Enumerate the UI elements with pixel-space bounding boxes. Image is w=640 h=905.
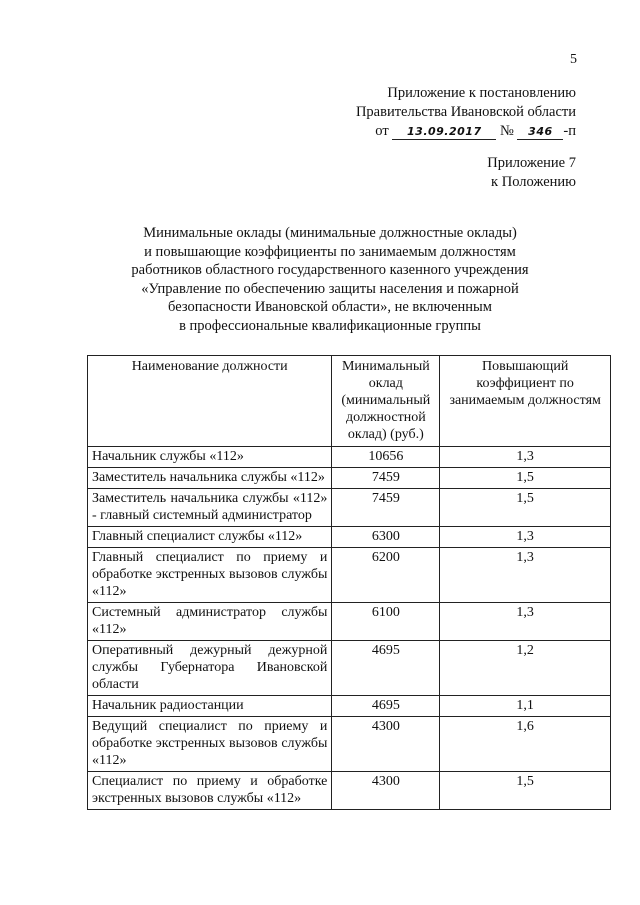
salary-cell: 4695 [332,641,440,696]
appendix-7-line-2: к Положению [491,174,576,190]
header-salary: Минимальный оклад (минимальный должностной оклад) (руб.) [332,356,440,447]
table-row [88,603,611,641]
salary-cell: 4695 [332,696,440,717]
from-label: от [375,123,389,139]
appendix-7-line-1: Приложение 7 [487,155,576,171]
position-cell: Ведущий специалист по приему и обработке экстренных вызовов службы «112» [88,717,332,772]
header-coefficient: Повышающий коэффициент по занимаемым должностям [440,356,611,447]
title-line-5: безопасности Ивановской области», не включенным [168,299,492,315]
position-cell: Главный специалист по приему и обработке экстренных вызовов службы «112» [88,548,332,603]
handwritten-date: 13.09.2017 [392,125,496,140]
salary-cell: 4300 [332,717,440,772]
salary-cell: 7459 [332,468,440,489]
position-cell: Начальник радиостанции [88,696,332,717]
appendix-7-header [487,154,576,192]
appendix-header [356,84,576,141]
position-cell: Специалист по приему и обработке экстренных вызовов службы «112» [88,772,332,810]
coefficient-cell: 1,5 [440,468,611,489]
salary-cell: 4300 [332,772,440,810]
table-row [88,527,611,548]
title-line-1: Минимальные оклады (минимальные должностные оклады) [143,225,517,241]
coefficient-cell: 1,3 [440,603,611,641]
number-label: № [499,123,514,139]
appendix-line-2: Правительства Ивановской области [355,104,576,120]
position-cell: Заместитель начальника службы «112» - главный системный администратор [88,489,332,527]
title-line-2: и повышающие коэффициенты по занимаемым должностям [144,243,516,260]
header-position: Наименование должности [88,356,332,447]
salary-cell: 6100 [332,603,440,641]
position-cell: Заместитель начальника службы «112» [88,468,332,489]
coefficient-cell: 1,5 [440,489,611,527]
table-header-row [88,356,611,447]
table-row [88,696,611,717]
appendix-date-line [356,122,576,141]
position-cell: Оперативный дежурный дежурной службы Губернатора Ивановской области [88,641,332,696]
salary-cell: 6200 [332,548,440,603]
salary-cell: 6300 [332,527,440,548]
coefficient-cell: 1,3 [440,548,611,603]
table-row [88,468,611,489]
position-cell: Начальник службы «112» [88,447,332,468]
table-row [88,489,611,527]
position-cell: Главный специалист службы «112» [88,527,332,548]
coefficient-cell: 1,6 [440,717,611,772]
table-row [88,641,611,696]
title-line-3: работников областного государственного казенного учреждения [131,262,529,278]
coefficient-cell: 1,2 [440,641,611,696]
salary-cell: 10656 [332,447,440,468]
coefficient-cell: 1,1 [440,696,611,717]
salary-table [87,355,611,810]
table-row [88,717,611,772]
table-row [88,772,611,810]
handwritten-number: 346 [517,125,563,140]
title-line-6: в профессиональные квалификационные группы [179,317,481,334]
title-line-4: «Управление по обеспечению защиты населения и пожарной [141,280,519,297]
appendix-line-1: Приложение к постановлению [387,85,576,101]
position-cell: Системный администратор службы «112» [88,603,332,641]
table-row [88,548,611,603]
number-suffix: -п [563,123,576,139]
coefficient-cell: 1,5 [440,772,611,810]
coefficient-cell: 1,3 [440,447,611,468]
table-row [88,447,611,468]
salary-cell: 7459 [332,489,440,527]
page-number: 5 [570,52,577,67]
coefficient-cell: 1,3 [440,527,611,548]
document-title [100,224,560,335]
